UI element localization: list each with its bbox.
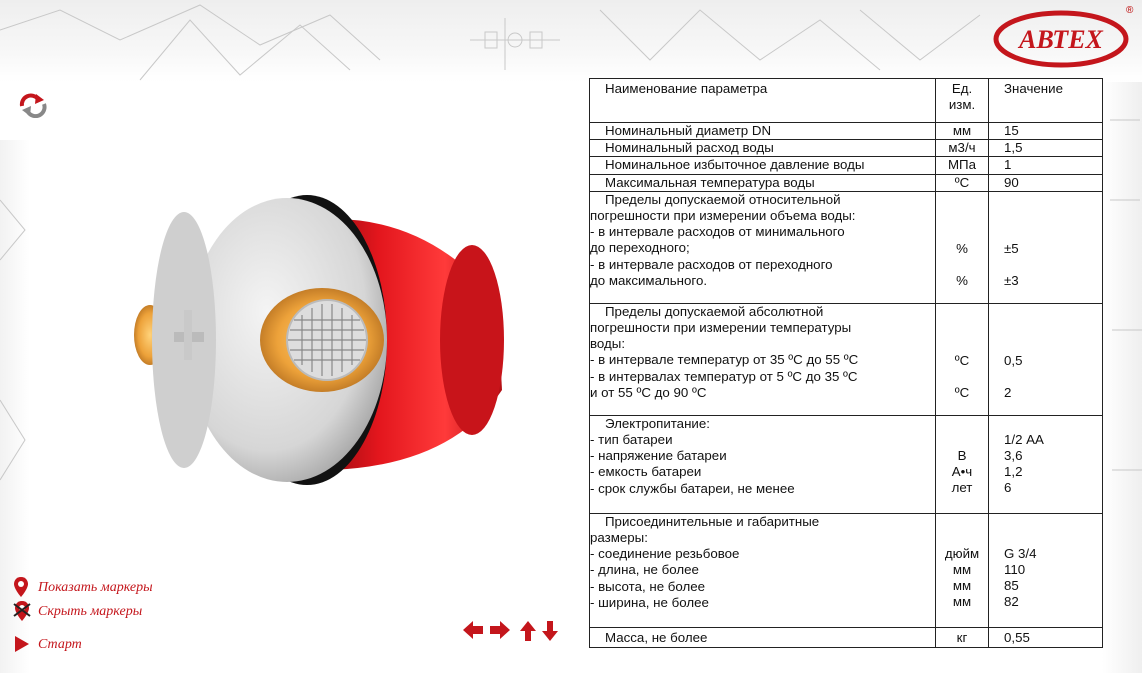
rel-error-item1-2: до переходного; [590, 240, 690, 256]
table-row-power [590, 415, 1103, 513]
start-label: Старт [38, 637, 82, 652]
abs-error-item2-2: и от 55 ºС до 90 ºС [590, 384, 707, 400]
abs-error-item1: - в интервале температур от 35 ºС до 55 ºС [590, 352, 859, 368]
power-unit: А•ч [951, 464, 973, 480]
arrow-up-icon[interactable] [519, 620, 537, 642]
abs-error-value2: 2 [1004, 385, 1012, 401]
avtex-logo [993, 10, 1129, 68]
rotate-icon[interactable] [16, 92, 50, 118]
row-unit: МПа [947, 157, 977, 173]
dims-value: G 3/4 [1004, 545, 1037, 561]
rel-error-title: Пределы допускаемой относительной [605, 191, 841, 207]
abs-error-unit1: ºС [954, 352, 970, 368]
header-param: Наименование параметра [605, 81, 768, 96]
dims-title: Присоединительные и габаритные [605, 513, 820, 529]
marker-off-icon [12, 600, 32, 622]
dims-title-2: размеры: [590, 530, 648, 546]
rel-error-item1: - в интервале расходов от минимального [590, 224, 845, 240]
row-param: Номинальное избыточное давление воды [605, 157, 865, 173]
logo-text: АВТЕХ [1019, 25, 1103, 54]
rel-error-value1: ±5 [1004, 240, 1019, 256]
play-icon [12, 635, 30, 653]
rel-error-unit1: % [956, 240, 968, 256]
dims-item: - высота, не более [590, 578, 706, 594]
power-value: 1/2 АА [1004, 431, 1044, 447]
row-value: 90 [1004, 174, 1019, 190]
power-unit: В [957, 448, 967, 463]
row-param: Максимальная температура воды [605, 174, 815, 190]
row-param: Номинальный расход воды [605, 140, 774, 156]
arrow-right-icon[interactable] [489, 620, 511, 640]
table-row [590, 174, 1103, 191]
dims-unit: мм [952, 578, 972, 594]
power-value: 1,2 [1004, 464, 1023, 480]
header-unit-line1: Ед. [951, 81, 973, 96]
row-unit: м3/ч [948, 140, 976, 156]
table-row-relative-error [590, 191, 1103, 303]
dims-unit: мм [952, 562, 972, 578]
table-row [590, 140, 1103, 157]
show-markers-label: Показать маркеры [38, 580, 153, 595]
map-marker-icon [12, 576, 30, 598]
rel-error-item2: - в интервале расходов от переходного [590, 256, 833, 272]
power-item: - емкость батареи [590, 464, 702, 480]
water-meter-image[interactable] [122, 190, 512, 500]
power-unit: лет [951, 480, 973, 496]
power-title: Электропитание: [605, 415, 710, 431]
power-value: 3,6 [1004, 448, 1023, 464]
power-unit [936, 432, 988, 448]
row-unit: ºС [954, 174, 970, 190]
abs-error-title: Пределы допускаемой абсолютной [605, 303, 824, 319]
dims-item: - длина, не более [590, 562, 699, 578]
table-header-row [590, 79, 1103, 123]
abs-error-title-2: погрешности при измерении температуры [590, 320, 852, 336]
header-unit-line2: изм. [948, 97, 976, 113]
rel-error-title-2: погрешности при измерении объема воды: [590, 208, 856, 224]
table-row [590, 157, 1103, 174]
power-item: - тип батареи [590, 432, 673, 448]
registered-mark: ® [1126, 5, 1134, 16]
power-item: - напряжение батареи [590, 448, 727, 464]
header-value: Значение [1004, 81, 1063, 96]
table-row [590, 123, 1103, 140]
rel-error-value2: ±3 [1004, 273, 1019, 289]
abs-error-unit2: ºС [954, 385, 970, 401]
power-value: 6 [1004, 480, 1012, 496]
dims-unit: дюйм [944, 545, 980, 561]
power-item: - срок службы батареи, не менее [590, 480, 795, 496]
abs-error-value1: 0,5 [1004, 352, 1023, 368]
arrow-left-icon[interactable] [462, 620, 484, 640]
row-value: 1 [1004, 157, 1012, 173]
mass-value: 0,55 [1004, 629, 1030, 645]
arrow-down-icon[interactable] [541, 620, 559, 642]
table-row [590, 627, 1103, 647]
dims-unit: мм [952, 594, 972, 610]
specification-table [589, 78, 1103, 648]
row-value: 15 [1004, 123, 1019, 138]
row-param: Номинальный диаметр DN [605, 123, 772, 138]
rel-error-item2-2: до максимального. [590, 272, 708, 288]
abs-error-title-3: воды: [590, 336, 626, 352]
row-value: 1,5 [1004, 140, 1023, 156]
rel-error-unit2: % [956, 273, 968, 289]
dims-item: - соединение резьбовое [590, 546, 740, 562]
mass-param: Масса, не более [605, 629, 708, 645]
mass-unit: кг [956, 629, 968, 645]
dims-item: - ширина, не более [590, 594, 709, 610]
dims-value: 82 [1004, 594, 1019, 610]
dims-value: 85 [1004, 578, 1019, 594]
row-unit: мм [952, 123, 972, 138]
dims-value: 110 [1004, 562, 1026, 578]
abs-error-item2: - в интервалах температур от 5 ºС до 35 ºС [590, 368, 858, 384]
table-row-dimensions [590, 513, 1103, 627]
hide-markers-label: Скрыть маркеры [38, 604, 143, 619]
table-row-absolute-error [590, 303, 1103, 415]
